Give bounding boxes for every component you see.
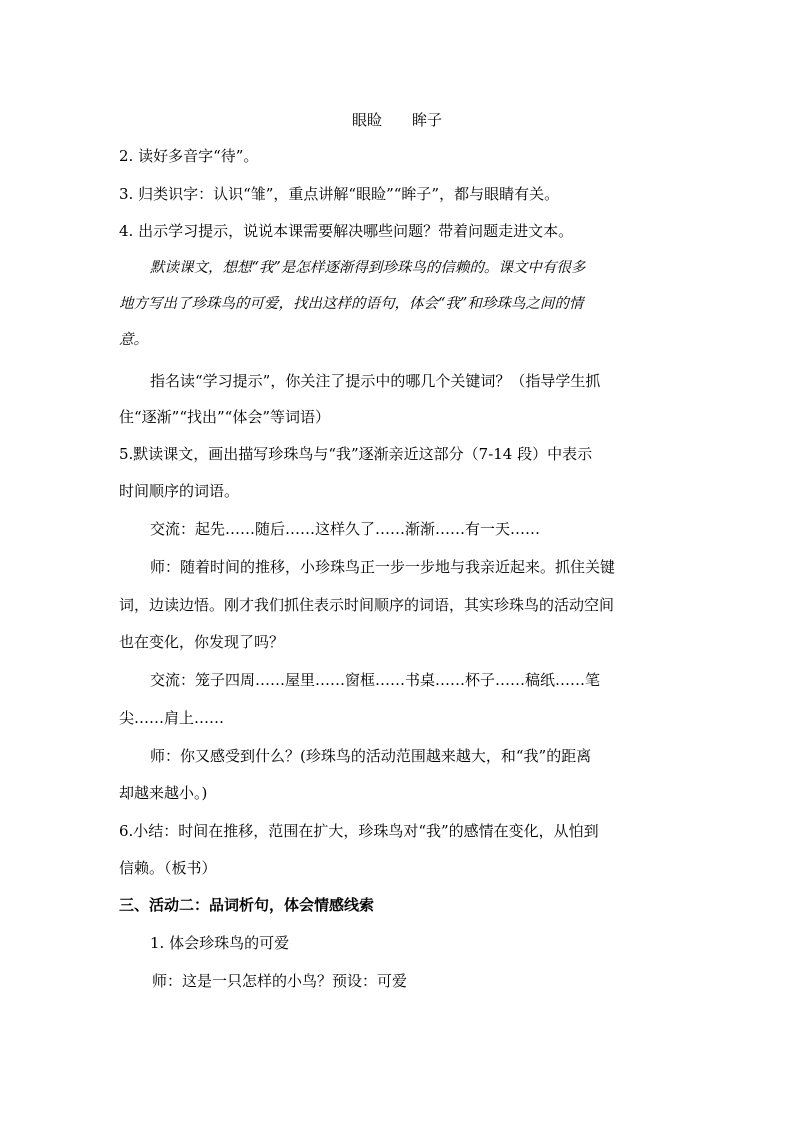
- paragraph-line-2: 3. 归类识字：认识“雏”，重点讲解“眼睑”“眸子”，都与眼睛有关。: [119, 185, 560, 203]
- section-heading: 三、活动二：品词析句，体会情感线索: [119, 896, 375, 914]
- paragraph-line-20: 信赖。（板书）: [119, 859, 217, 877]
- paragraph-line-9: 5.默读课文，画出描写珍珠鸟与“我”逐渐亲近这部分（7-14 段）中表示: [119, 445, 593, 463]
- paragraph-line-23: 师：这是一只怎样的小鸟？预设：可爱: [152, 972, 408, 990]
- paragraph-line-14: 也在变化，你发现了吗？: [119, 633, 285, 651]
- paragraph-line-22: 1. 体会珍珠鸟的可爱: [150, 934, 290, 952]
- paragraph-line-7: 指名读“学习提示”，你关注了提示中的哪几个关键词？（指导学生抓: [150, 372, 601, 390]
- prompt-line-2: 地方写出了珍珠鸟的可爱，找出这样的语句，体会“我”和珍珠鸟之间的情: [119, 296, 584, 312]
- paragraph-line-13: 词，边读边悟。刚才我们抓住表示时间顺序的词语，其实珍珠鸟的活动空间: [119, 596, 615, 614]
- paragraph-line-15: 交流：笼子四周……屋里……窗框……书桌……杯子……稿纸……笔: [150, 671, 601, 689]
- paragraph-line-10: 时间顺序的词语。: [119, 482, 240, 500]
- paragraph-line-12: 师：随着时间的推移，小珍珠鸟正一步一步地与我亲近起来。抓住关键: [150, 558, 616, 576]
- prompt-line-3: 意。: [119, 332, 148, 348]
- paragraph-line-19: 6.小结：时间在推移，范围在扩大，珍珠鸟对“我”的感情在变化，从怕到: [119, 822, 599, 840]
- paragraph-line-8: 住“逐渐”“找出”“体会”等词语）: [119, 408, 331, 426]
- heading-word-pupil: 眸子: [412, 111, 443, 129]
- heading-word-eyelid: 眼睑: [351, 111, 382, 129]
- paragraph-line-16: 尖……肩上……: [119, 709, 225, 727]
- heading-words: [0, 110, 794, 130]
- paragraph-line-17: 师：你又感受到什么？(珍珠鸟的活动范围越来越大，和“我”的距离: [150, 747, 592, 765]
- paragraph-line-3: 4. 出示学习提示，说说本课需要解决哪些问题？带着问题走进文本。: [119, 222, 574, 240]
- prompt-line-1: 默读课文，想想“我”是怎样逐渐得到珍珠鸟的信赖的。课文中有很多: [150, 260, 586, 276]
- paragraph-line-18: 却越来越小。): [119, 784, 208, 802]
- paragraph-line-11: 交流：起先……随后……这样久了……渐渐……有一天……: [150, 520, 541, 538]
- paragraph-line-1: 2. 读好多音字“待”。: [119, 147, 259, 165]
